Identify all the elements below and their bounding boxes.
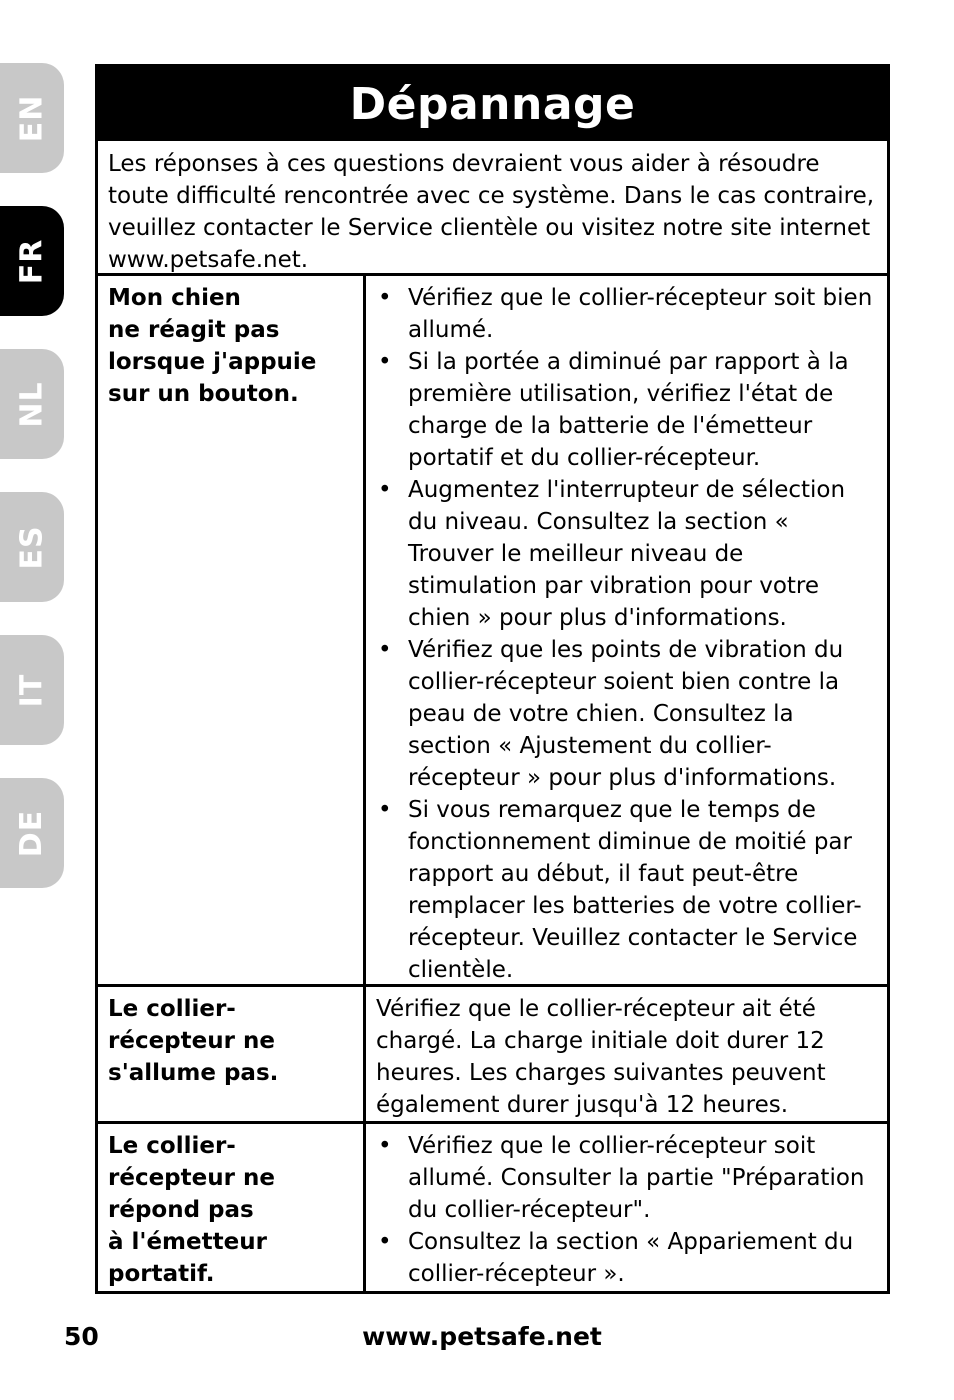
problem-line: à l'émetteur [108,1229,267,1255]
footer-url[interactable]: www.petsafe.net [362,1322,602,1351]
solution-cell [366,276,887,984]
page-number: 50 [64,1322,99,1351]
intro-text: Les réponses à ces questions devraient vous aider à résoudre toute difficulté rencontrée avec ce système. Dans le cas contraire, veuillez contacter le Service clientèle ou visitez notre site internet www.petsafe.net. [98,141,887,276]
problem-line: Le collier- [108,996,236,1022]
problem-line: lorsque j'appuie [108,349,317,375]
solution-list [376,282,877,986]
solution-item: • Si la portée a diminué par rapport à la première utilisation, vérifiez l'état de charge de la batterie de l'émetteur portatif et du collier-récepteur. [376,346,877,474]
solution-item: • Vérifiez que les points de vibration du collier-récepteur soient bien contre la peau de votre chien. Consultez la section « Ajustement du collier-récepteur » pour plus d'informations. [376,634,877,794]
problem-cell [98,987,366,1121]
lang-tab-fr[interactable] [0,206,64,316]
problem-line: sur un bouton. [108,381,299,407]
lang-tab-label: FR [14,238,50,284]
lang-tab-de[interactable] [0,778,64,888]
solution-item: • Vérifiez que le collier-récepteur soit bien allumé. [376,282,877,346]
lang-tab-label: NL [14,380,50,428]
problem-line: récepteur ne [108,1028,275,1054]
problem-cell [98,1124,366,1294]
lang-tab-it[interactable] [0,635,64,745]
solution-list [376,1130,877,1290]
solution-item: • Consultez la section « Appariement du collier-récepteur ». [376,1226,877,1290]
table-row [98,987,887,1124]
lang-tab-label: IT [14,673,50,707]
solution-item: • Si vous remarquez que le temps de fonctionnement diminue de moitié par rapport au début, il faut peut-être remplacer les batteries de votre collier-récepteur. Veuillez contacter le Service clientèle. [376,794,877,986]
problem-line: portatif. [108,1261,215,1287]
problem-line: s'allume pas. [108,1060,279,1086]
problem-line: répond pas [108,1197,254,1223]
problem-line: Mon chien [108,285,241,311]
problem-line: ne réagit pas [108,317,280,343]
troubleshooting-table [95,64,890,1294]
lang-tab-es[interactable] [0,492,64,602]
page-title: Dépannage [349,78,636,130]
solution-item: • Augmentez l'interrupteur de sélection du niveau. Consultez la section « Trouver le meilleur niveau de stimulation par vibration pour votre chien » pour plus d'informations. [376,474,877,634]
table-row [98,276,887,987]
solution-cell [366,1124,887,1294]
table-row [98,1124,887,1294]
lang-tab-label: EN [14,94,50,142]
problem-line: Le collier- [108,1133,236,1159]
solution-cell: Vérifiez que le collier-récepteur ait été chargé. La charge initiale doit durer 12 heures. Les charges suivantes peuvent également durer jusqu'à 12 heures. [376,996,826,1118]
solution-item: • Vérifiez que le collier-récepteur soit allumé. Consulter la partie "Préparation du collier-récepteur". [376,1130,877,1226]
lang-tab-label: ES [14,524,50,570]
problem-cell [98,276,366,984]
lang-tab-label: DE [14,809,50,857]
lang-tab-nl[interactable] [0,349,64,459]
title-bar [98,67,887,141]
lang-tab-en[interactable] [0,63,64,173]
problem-line: récepteur ne [108,1165,275,1191]
